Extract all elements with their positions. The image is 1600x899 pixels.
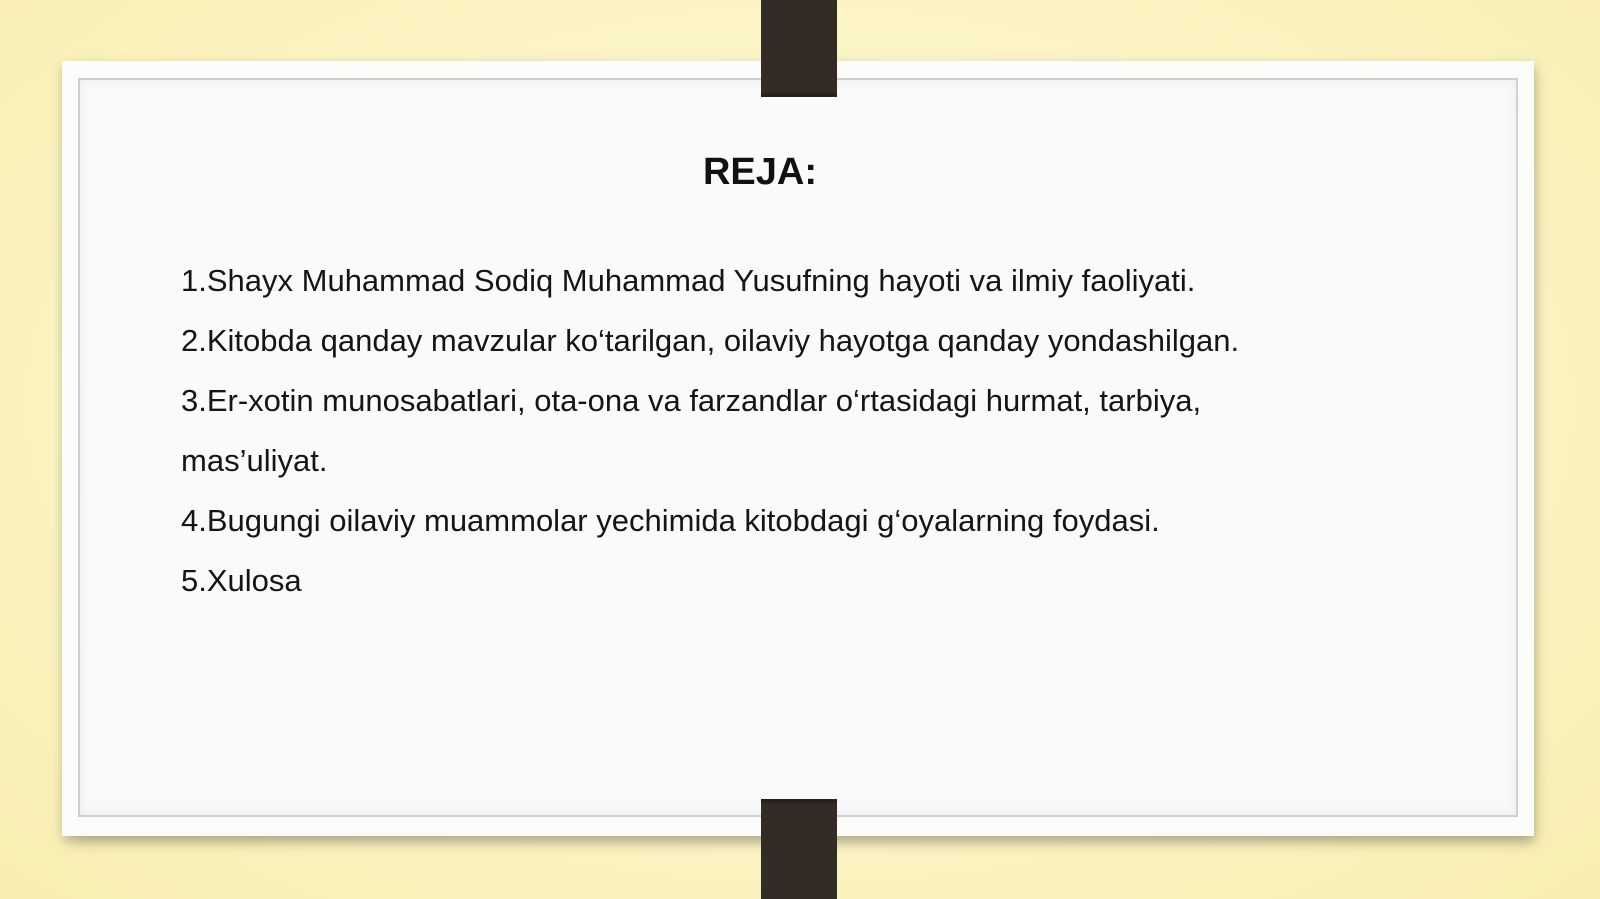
top-clip (761, 0, 837, 97)
plan-item-3: 3.Er-xotin munosabatlari, ota-ona va farzandlar o‘rtasidagi hurmat, tarbiya, (181, 383, 1202, 418)
plan-item-1: 1.Shayx Muhammad Sodiq Muhammad Yusufning hayoti va ilmiy faoliyati. (181, 263, 1196, 298)
bottom-clip (761, 799, 837, 899)
slide-title: REJA: (702, 151, 818, 193)
plan-item-3-continued: mas’uliyat. (181, 443, 328, 478)
plan-item-5: 5.Xulosa (181, 563, 302, 598)
plan-item-2: 2.Kitobda qanday mavzular ko‘tarilgan, oilaviy hayotga qanday yondashilgan. (181, 323, 1240, 358)
plan-list (181, 251, 1401, 611)
plan-item-4: 4.Bugungi oilaviy muammolar yechimida kitobdagi g‘oyalarning foydasi. (181, 503, 1160, 538)
